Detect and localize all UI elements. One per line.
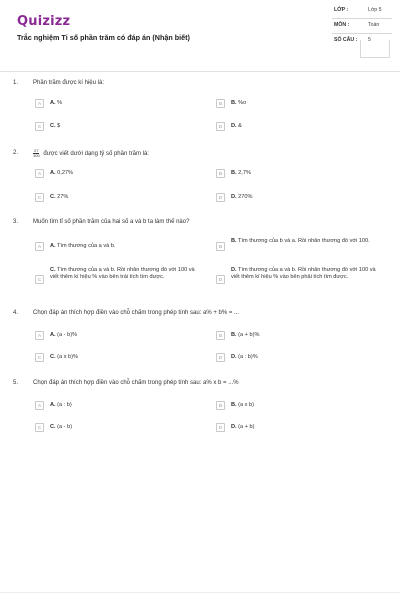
option-text: (a x b)% bbox=[57, 354, 78, 360]
option-label: B. bbox=[231, 100, 237, 106]
option-label: D. bbox=[231, 267, 237, 273]
question-text: được viết dưới dạng tỷ số phần trăm là: bbox=[43, 150, 149, 157]
question-text: Muốn tìm tỉ số phần trăm của hai số a và b ta làm thế nào? bbox=[33, 219, 190, 225]
option-text: (a - b) bbox=[57, 424, 73, 430]
question-text: Phần trăm được kí hiệu là: bbox=[33, 80, 104, 86]
option-text: (a x b) bbox=[238, 402, 255, 408]
fraction-numerator: 27 bbox=[34, 148, 39, 153]
option-text: (a - b)% bbox=[57, 332, 78, 338]
option-letter-box[interactable]: C bbox=[35, 423, 44, 432]
question-text: Chọn đáp án thích hợp điền vào chỗ chấm trong phép tính sau: a% + b% = ... bbox=[33, 310, 240, 316]
option-letter-box[interactable]: D bbox=[216, 423, 225, 432]
option-label: D. bbox=[231, 424, 237, 430]
option-letter-box[interactable]: A bbox=[35, 401, 44, 410]
option-label: A. bbox=[50, 100, 56, 106]
meta-key: SỐ CÂU : bbox=[334, 37, 358, 43]
option-label: C. bbox=[50, 123, 56, 129]
option-letter-box[interactable]: B bbox=[216, 242, 225, 251]
page-title: Trắc nghiệm Tỉ số phần trăm có đáp án (Nhận biết) bbox=[17, 33, 190, 42]
meta-key: MÔN : bbox=[334, 22, 350, 28]
option-text: % bbox=[57, 100, 63, 106]
option-text: Tìm thương của a và b. bbox=[57, 243, 116, 249]
meta-value: 5 bbox=[368, 37, 371, 43]
page-bottom-divider bbox=[0, 592, 400, 593]
option-text: Tìm thương của a và b. Rồi nhân thương đó với 100 và viết thêm kí hiệu % vào bên trái tích tìm được. bbox=[50, 267, 195, 280]
option-label: B. bbox=[231, 238, 237, 244]
option-text: $ bbox=[57, 123, 61, 129]
option-letter-box[interactable]: C bbox=[35, 122, 44, 131]
option-label: C. bbox=[50, 194, 56, 200]
option-letter-box[interactable]: C bbox=[35, 275, 44, 284]
option-label: C. bbox=[50, 424, 56, 430]
option-label: D. bbox=[231, 354, 237, 360]
meta-row-subject bbox=[332, 19, 392, 34]
option-label: B. bbox=[231, 170, 237, 176]
meta-value: Toán bbox=[368, 22, 380, 28]
option-text: %o bbox=[238, 100, 247, 106]
option-letter-box[interactable]: D bbox=[216, 193, 225, 202]
option-letter-box[interactable]: B bbox=[216, 331, 225, 340]
option-text: 0,27% bbox=[57, 170, 74, 176]
option-letter-box[interactable]: B bbox=[216, 169, 225, 178]
option-letter-box[interactable]: D bbox=[216, 122, 225, 131]
question-text: Chọn đáp án thích hợp điền vào chỗ chấm trong phép tính sau: a% x b = ...% bbox=[33, 380, 239, 386]
meta-value: Lớp 5 bbox=[368, 7, 382, 13]
meta-key: LỚP : bbox=[334, 7, 349, 13]
option-text: (a : b)% bbox=[238, 354, 258, 360]
option-letter-box[interactable]: C bbox=[35, 353, 44, 362]
fraction-denominator: 100 bbox=[33, 152, 40, 158]
meta-count-box bbox=[360, 40, 390, 58]
option-text: Tìm thương của a và b. Rồi nhân thương đó với 100 và viết thêm kí hiệu % vào bên phải tích tìm được. bbox=[231, 267, 376, 280]
option-label: D. bbox=[231, 123, 237, 129]
option-letter-box[interactable]: A bbox=[35, 242, 44, 251]
option-label: A. bbox=[50, 332, 56, 338]
option-letter-box[interactable]: B bbox=[216, 401, 225, 410]
option-label: A. bbox=[50, 170, 56, 176]
option-text: (a + b)% bbox=[238, 332, 260, 338]
option-label: B. bbox=[231, 332, 237, 338]
header-divider bbox=[0, 71, 400, 72]
option-letter-box[interactable]: D bbox=[216, 275, 225, 284]
option-label: D. bbox=[231, 194, 237, 200]
option-label: A. bbox=[50, 402, 56, 408]
option-letter-box[interactable]: D bbox=[216, 353, 225, 362]
option-letter-box[interactable]: A bbox=[35, 331, 44, 340]
question-number: 2. bbox=[13, 150, 19, 156]
question-number: 4. bbox=[13, 310, 19, 316]
option-text: & bbox=[238, 123, 242, 129]
option-label: A. bbox=[50, 243, 56, 249]
quizizz-logo[interactable]: Quizizz bbox=[17, 14, 71, 29]
option-letter-box[interactable]: C bbox=[35, 193, 44, 202]
option-text: 27% bbox=[57, 194, 69, 200]
question-number: 3. bbox=[13, 219, 19, 225]
option-text: (a + b) bbox=[238, 424, 255, 430]
option-text: Tìm thương của b và a. Rồi nhân thương đó với 100. bbox=[238, 238, 370, 244]
fraction bbox=[33, 149, 40, 158]
option-text: (a : b) bbox=[57, 402, 72, 408]
option-letter-box[interactable]: A bbox=[35, 99, 44, 108]
option-letter-box[interactable]: A bbox=[35, 169, 44, 178]
option-text: 270% bbox=[238, 194, 253, 200]
option-label: B. bbox=[231, 402, 237, 408]
question-number: 1. bbox=[13, 80, 19, 86]
question-number: 5. bbox=[13, 380, 19, 386]
option-label: C. bbox=[50, 354, 56, 360]
option-label: C. bbox=[50, 267, 56, 273]
option-letter-box[interactable]: B bbox=[216, 99, 225, 108]
option-text: 2,7% bbox=[238, 170, 251, 176]
meta-row-class bbox=[332, 4, 392, 19]
